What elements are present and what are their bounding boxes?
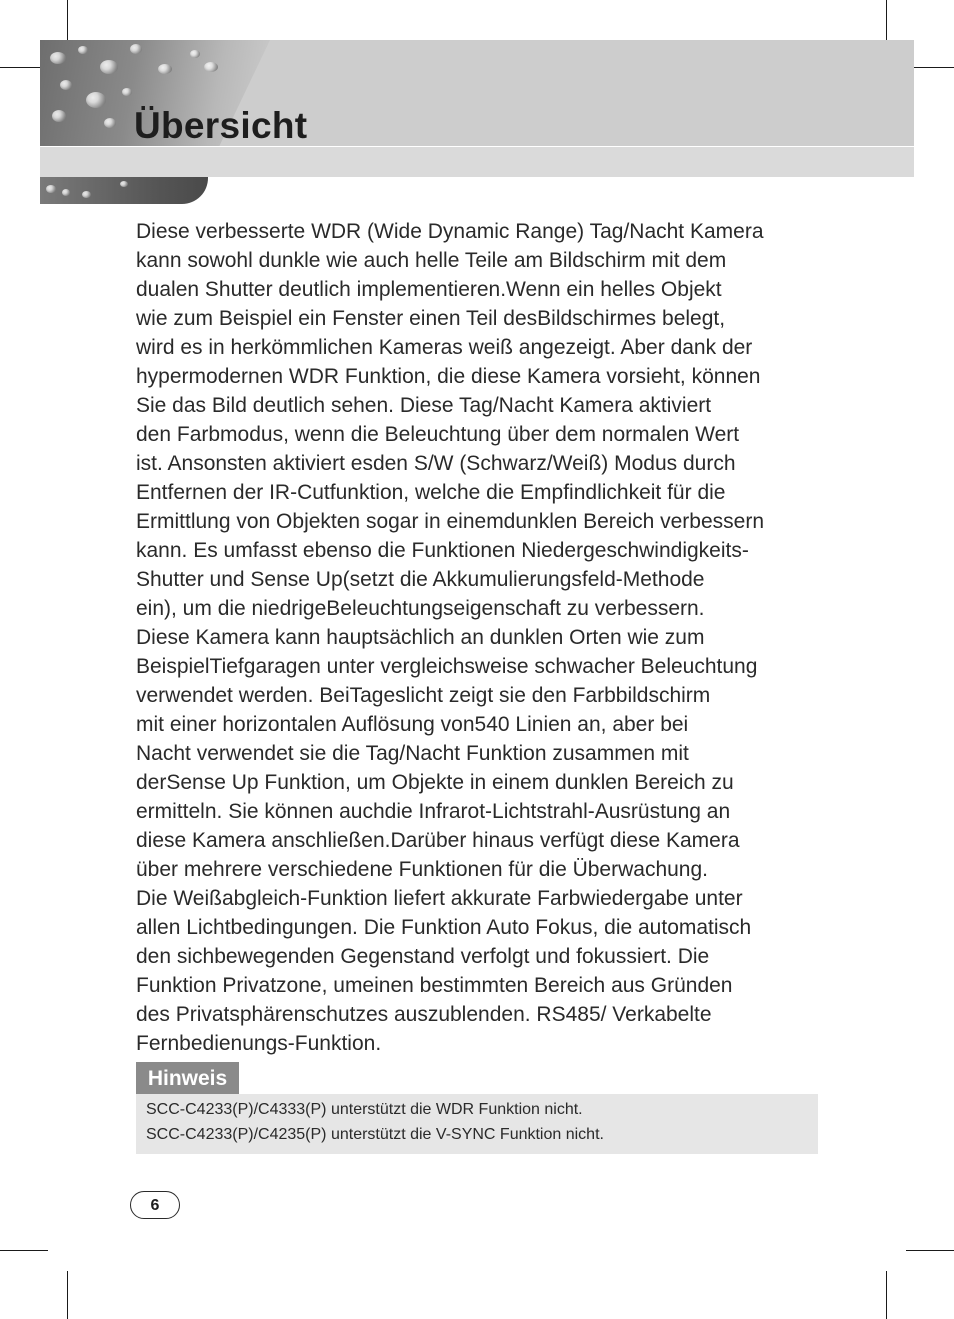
- body-line: derSense Up Funktion, um Objekte in einem dunklen Bereich zu: [136, 771, 734, 794]
- droplet: [78, 46, 88, 54]
- header-strip: [40, 146, 914, 177]
- body-line: Fernbedienungs-Funktion.: [136, 1032, 382, 1055]
- droplet: [86, 92, 106, 108]
- body-line: hypermodernen WDR Funktion, die diese Kamera vorsieht, können: [136, 365, 761, 388]
- body-line: Funktion Privatzone, umeinen bestimmten Bereich aus Gründen: [136, 974, 733, 997]
- body-line: wird es in herkömmlichen Kameras weiß angezeigt. Aber dank der: [136, 336, 753, 359]
- page-title: Übersicht: [134, 105, 308, 146]
- body-line: Diese verbesserte WDR (Wide Dynamic Range) Tag/Nacht Kamera: [136, 220, 764, 243]
- body-line: Nacht verwendet sie die Tag/Nacht Funktion zusammen mit: [136, 742, 689, 765]
- page-number: 6: [130, 1191, 180, 1219]
- body-line: Sie das Bild deutlich sehen. Diese Tag/Nacht Kamera aktiviert: [136, 394, 712, 417]
- body-line: ein), um die niedrigeBeleuchtungseigenschaft zu verbessern.: [136, 597, 705, 620]
- crop-mark: [0, 1250, 48, 1251]
- droplet: [82, 191, 91, 198]
- body-line: Die Weißabgleich-Funktion liefert akkurate Farbwiedergabe unter: [136, 887, 743, 910]
- droplet-tab-decoration: [40, 177, 208, 204]
- body-line: des Privatsphärenschutzes auszublenden. RS485/ Verkabelte: [136, 1003, 712, 1026]
- body-line: Diese Kamera kann hauptsächlich an dunklen Orten wie zum: [136, 626, 705, 649]
- body-text: [136, 217, 826, 1058]
- body-line: diese Kamera anschließen.Darüber hinaus verfügt diese Kamera: [136, 829, 740, 852]
- body-line: allen Lichtbedingungen. Die Funktion Auto Fokus, die automatisch: [136, 916, 752, 939]
- body-line: ermitteln. Sie können auchdie Infrarot-Lichtstrahl-Ausrüstung an: [136, 800, 731, 823]
- body-line: kann sowohl dunkle wie auch helle Teile am Bildschirm mit dem: [136, 249, 727, 272]
- body-line: Entfernen der IR-Cutfunktion, welche die Empfindlichkeit für die: [136, 481, 726, 504]
- body-line: verwendet werden. BeiTageslicht zeigt sie den Farbbildschirm: [136, 684, 711, 707]
- note-line: SCC-C4233(P)/C4235(P) unterstützt die V-SYNC Funktion nicht.: [146, 1126, 604, 1143]
- body-line: über mehrere verschiedene Funktionen für die Überwachung.: [136, 858, 708, 881]
- droplet: [60, 80, 72, 90]
- droplet: [190, 50, 200, 58]
- body-line: mit einer horizontalen Auflösung von540 Linien an, aber bei: [136, 713, 689, 736]
- body-line: Ermittlung von Objekten sogar in einemdunklen Bereich verbessern: [136, 510, 765, 533]
- droplet: [130, 44, 142, 54]
- body-line: Shutter und Sense Up(setzt die Akkumulierungsfeld-Methode: [136, 568, 705, 591]
- droplet: [120, 181, 128, 187]
- crop-mark: [67, 1271, 68, 1319]
- droplet: [204, 62, 218, 72]
- crop-mark: [906, 1250, 954, 1251]
- crop-mark: [886, 1271, 887, 1319]
- droplet: [52, 110, 66, 122]
- body-line: dualen Shutter deutlich implementieren.Wenn ein helles Objekt: [136, 278, 722, 301]
- note-box: [136, 1094, 818, 1154]
- body-line: ist. Ansonsten aktiviert esden S/W (Schwarz/Weiß) Modus durch: [136, 452, 736, 475]
- droplet: [104, 118, 116, 128]
- droplet: [50, 52, 66, 64]
- body-line: BeispielTiefgaragen unter vergleichsweise schwacher Beleuchtung: [136, 655, 758, 678]
- body-line: wie zum Beispiel ein Fenster einen Teil desBildschirmes belegt,: [136, 307, 726, 330]
- note-line: SCC-C4233(P)/C4333(P) unterstützt die WDR Funktion nicht.: [146, 1101, 583, 1118]
- body-line: den sichbewegenden Gegenstand verfolgt und fokussiert. Die: [136, 945, 710, 968]
- droplet: [122, 88, 132, 96]
- body-line: den Farbmodus, wenn die Beleuchtung über dem normalen Wert: [136, 423, 740, 446]
- note-label: Hinweis: [136, 1062, 239, 1094]
- body-line: kann. Es umfasst ebenso die Funktionen Niedergeschwindigkeits-: [136, 539, 749, 562]
- droplet: [158, 64, 172, 74]
- droplet: [62, 189, 70, 196]
- droplet: [46, 185, 56, 193]
- droplet: [100, 60, 118, 74]
